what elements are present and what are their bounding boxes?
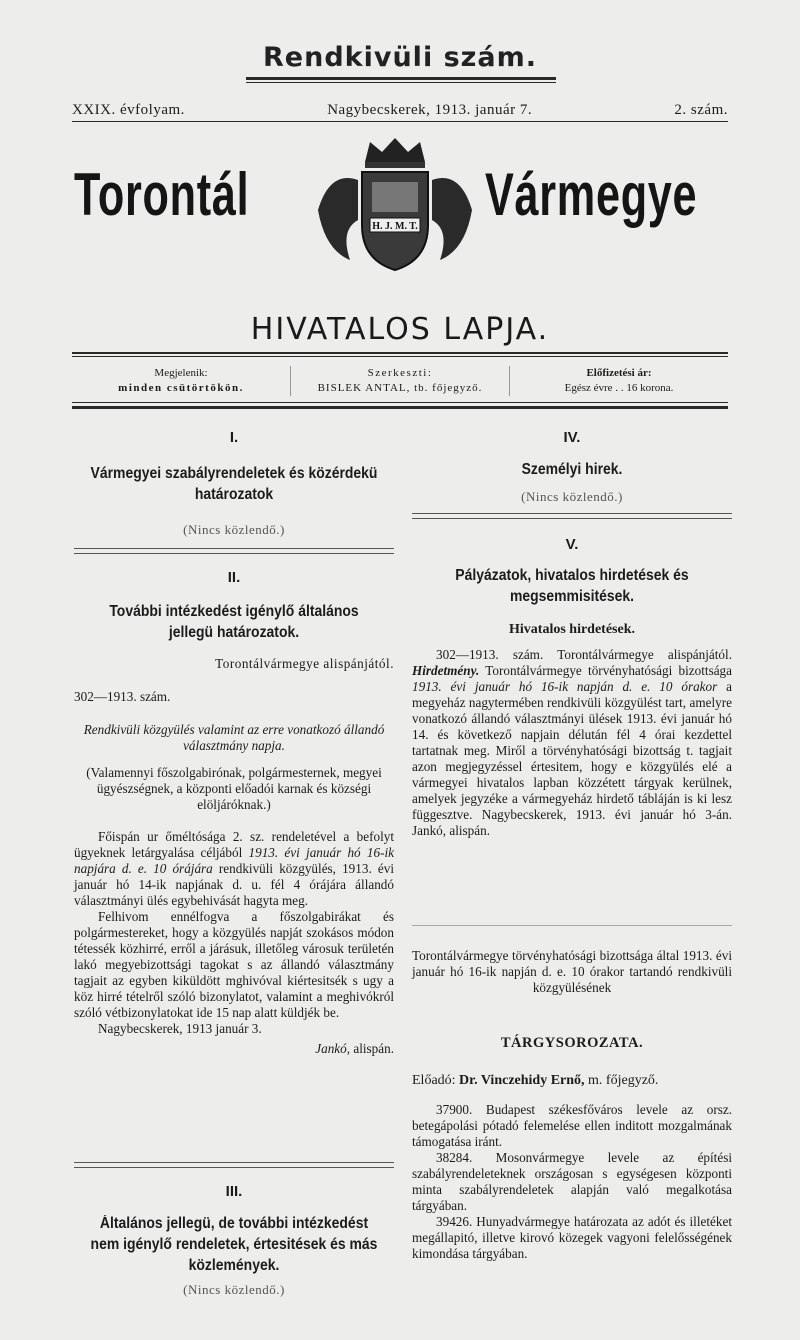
agenda-intro-text: Torontálvármegye törvényhatósági bizottsága által 1913. évi január hó 16-ik napján d. e. 10 órakor tartandó rendkivüli közgyülésének: [412, 948, 732, 995]
official-notices-subheading: Hivatalos hirdetések.: [509, 622, 635, 637]
section-4-number: IV.: [563, 429, 581, 446]
special-issue-banner: Rendkivüli szám.: [263, 42, 537, 73]
paragraph-1: Főispán ur őméltósága 2. sz. rendeletével a befolyt ügyeknek letárgyalása céljából 1913. évi január hó 16-ik napjára d. e. 10 órájára rendkivüli közgyülés, 1913. évi január hó 14-ik napjának d. u. fél 4 órájára állandó választmányi ülés egybehivását hagyta meg.: [74, 829, 394, 908]
banner-underline: [246, 77, 556, 80]
info-rule: [72, 402, 728, 403]
section-1-number: I.: [229, 429, 239, 446]
agenda-items: [412, 1102, 732, 1262]
official-notice: [412, 647, 732, 839]
masthead-left: Torontál: [74, 161, 250, 228]
section-1-none: (Nincs közlendő.): [183, 522, 285, 537]
agenda-intro: [412, 948, 732, 996]
notice-title: Rendkivüli közgyülés valamint az erre vonatkozó állandó választmány napja.: [83, 722, 385, 753]
masthead-rule-thin: [72, 356, 728, 357]
presenter: Előadó: Dr. Vinczehidy Ernő, m. főjegyző.: [412, 1073, 659, 1088]
agenda-item: 37900. Budapest székesfőváros levele az orsz. betegápolási pótadó felemelése ellen inditott mozgalmának támogatása iránt.: [412, 1102, 732, 1149]
date-line: Nagybecskerek, 1913 január 3.: [98, 1021, 262, 1036]
info-bar: [72, 366, 728, 396]
issue-number: 2. szám.: [674, 102, 728, 118]
section-2-number: II.: [227, 569, 241, 586]
section-3-number: III.: [225, 1183, 243, 1200]
divider: [74, 548, 394, 554]
agenda-item: 38284. Mosonvármegye levele az építési szabályrendeleteknek országosan s egységesen központi minta szabályrendeletek alapján való megalkotása tárgyában.: [412, 1150, 732, 1213]
editor-cell: [291, 366, 510, 396]
section-5-heading: Pályázatok, hivatalos hirdetések és megsemmisitések.: [455, 567, 689, 605]
agenda-item: 39426. Hunyadvármegye határozata az adót és illetéket megállapitó, illetve kirovó közegek vagyoni felelősségének kimondása tárgyában.: [412, 1214, 732, 1261]
coat-of-arms-logo: [310, 130, 480, 280]
section-4-heading: Személyi hirek.: [521, 461, 623, 478]
appears-label: Megjelenik:: [154, 367, 208, 379]
issue-line: [72, 102, 728, 119]
signature: Jankó, alispán.: [315, 1041, 394, 1056]
issue-rule: [72, 121, 728, 122]
info-rule-thick: [72, 406, 728, 409]
masthead-rule: [72, 352, 728, 354]
subtitle: HIVATALOS LAPJA.: [250, 312, 550, 347]
section-1-heading: Vármegyei szabályrendeletek és közérdekü határozatok: [90, 465, 378, 503]
agenda-title: TÁRGYSOROZATA.: [500, 1035, 644, 1051]
banner-underline-thin: [246, 82, 556, 83]
issuer: Torontálvármegye alispánjától.: [215, 656, 394, 671]
reference-number: 302—1913. szám.: [74, 689, 171, 704]
section-3-heading: Általános jellegü, de további intézkedést nem igénylő rendeletek, értesitések és más közlemények.: [90, 1215, 378, 1274]
appears-cell: [72, 366, 291, 396]
svg-text:H. J. M. T.: H. J. M. T.: [372, 221, 418, 232]
masthead-right: Vármegye: [485, 161, 698, 228]
section-2-heading: További intézkedést igénylő általános jellegü határozatok.: [109, 603, 359, 641]
place-date: Nagybecskerek, 1913. január 7.: [327, 102, 533, 118]
section-5-number: V.: [565, 536, 579, 553]
price-value: Egész évre . . 16 korona.: [564, 382, 674, 394]
divider: [412, 925, 732, 926]
price-cell: [510, 366, 728, 396]
editor-value: BISLEK ANTAL, tb. főjegyző.: [317, 382, 483, 394]
appears-value: minden csütörtökön.: [118, 382, 244, 394]
divider: [412, 513, 732, 519]
editor-label: Szerkeszti:: [367, 367, 433, 379]
notice-paragraph: 302—1913. szám. Torontálvármegye alispánjától. Hirdetmény. Torontálvármegye törvényhatósági bizottsága 1913. évi január hó 16-ik napján d. e. 10 órakor a megyeház nagytermében rendkivüli közgyülést tart, amelyre vonatkozó állandó választmányi ülések 1913. évi január hó 14. és következő napjain délután fél 4 órai kezdettel tartatnak meg. Miről a törvényhatósági bizottság t. tagjait azon megjegyzéssel értesitem, hogy e közgyülés elé a vármegyei hivatalos lapban közzétett tárgyak kerülnek, amelyek jegyzéke a vármegyeház hirdető tábláján is ki lesz függesztve. Nagybecskerek, 1913. évi január hó 3-án. Jankó, alispán.: [412, 647, 732, 838]
price-label: Előfizetési ár:: [586, 367, 652, 379]
section-3-none: (Nincs közlendő.): [183, 1282, 285, 1297]
notice-body: [74, 829, 394, 1057]
divider: [74, 1162, 394, 1168]
volume: XXIX. évfolyam.: [72, 102, 185, 118]
paragraph-2: Felhivom ennélfogva a főszolgabirákat és polgármestereket, hogy a közgyülés napját szokásos módon tétessék közhirré, erről a járásuk, illetőleg városuk területén lakó megyebizottsági tagokat s az állandó választmány tagjait az egyben kiküldött mghivóval kiértesitsék s ugy a köz hirré tételről szóló bizonylatot, valamint a meghivókról szóló vétbizonylatokat ide 15 nap alatt küldjék be.: [74, 909, 394, 1020]
section-4-none: (Nincs közlendő.): [521, 489, 623, 504]
addressees: (Valamennyi főszolgabirónak, polgármesternek, megyei ügyészségnek, a központi előadói karnak és községi elöljáróknak.): [86, 765, 382, 812]
